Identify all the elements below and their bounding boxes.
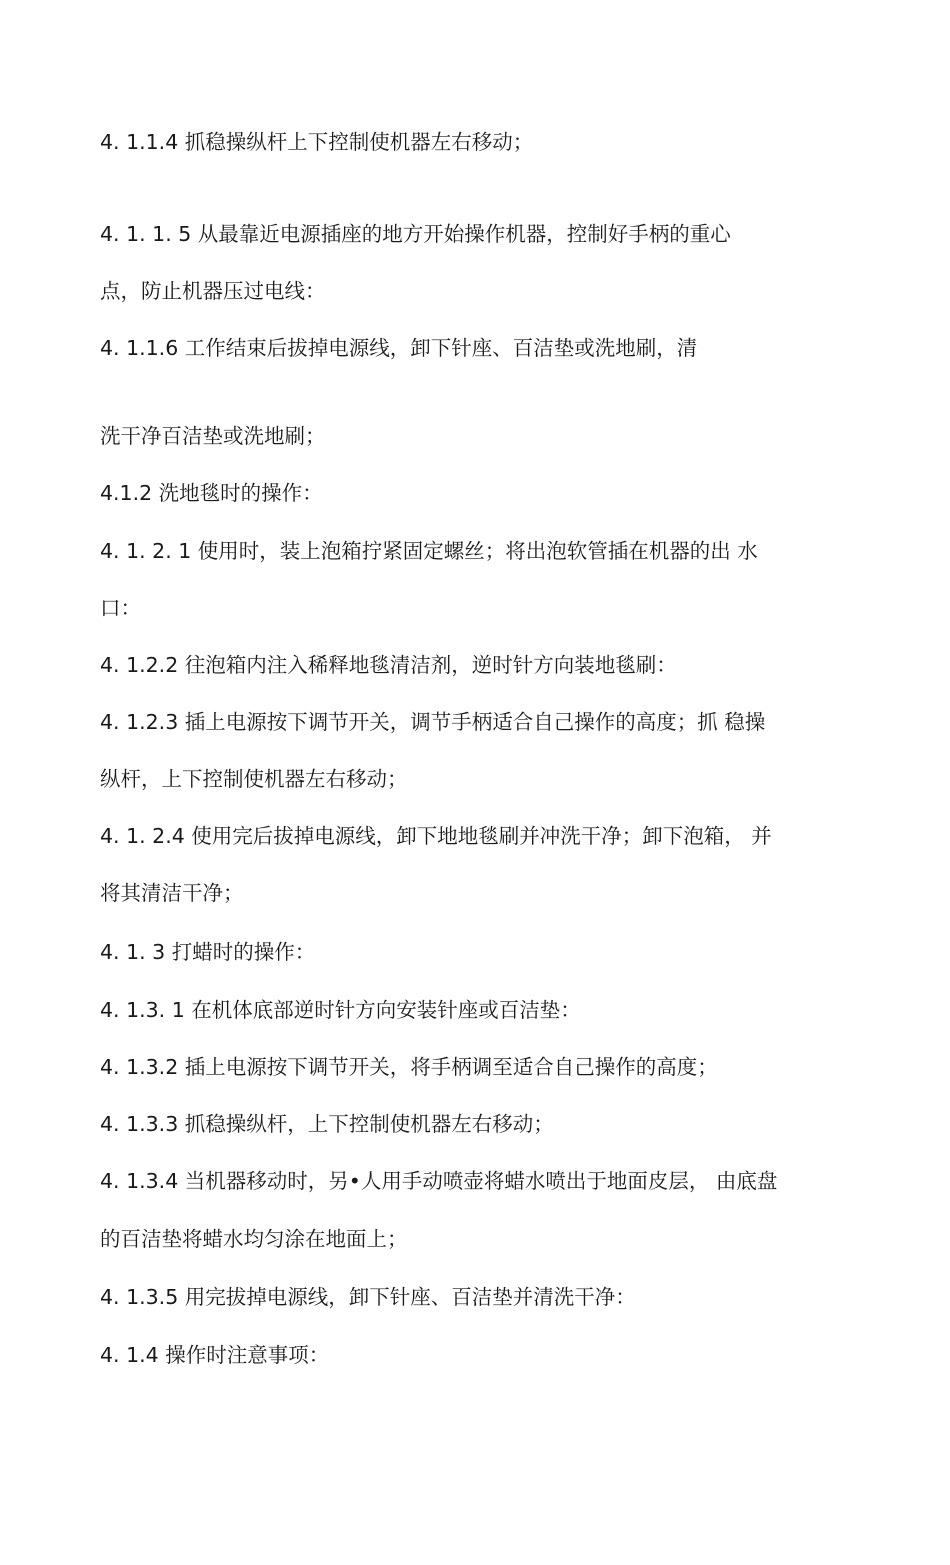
text-line: 4. 1.1.6 工作结束后拔掉电源线，卸下针座、百洁垫或洗地刷，清 <box>100 336 698 360</box>
text-line: 4.1.2 洗地毯时的操作： <box>100 481 323 505</box>
text-line: 口： <box>100 596 141 620</box>
text-line: 4. 1. 2.4 使用完后拔掉电源线，卸下地地毯刷并冲洗干净；卸下泡箱， 并 <box>100 824 772 848</box>
text-line: 4. 1.1.4 抓稳操纵杆上下控制使机器左右移动； <box>100 130 534 154</box>
text-line: 4. 1.3.5 用完拔掉电源线，卸下针座、百洁垫并清洗干净： <box>100 1285 636 1309</box>
text-line: 4. 1. 1. 5 从最靠近电源插座的地方开始操作机器，控制好手柄的重心 <box>100 222 731 246</box>
text-line: 4. 1. 3 打蜡时的操作： <box>100 940 316 964</box>
text-line: 将其清洁干净； <box>100 881 244 905</box>
text-line: 4. 1.3. 1 在机体底部逆时针方向安装针座或百洁垫： <box>100 998 581 1022</box>
text-line: 4. 1.3.4 当机器移动时，另•人用手动喷壶将蜡水喷出于地面皮层， 由底盘 <box>100 1169 778 1193</box>
text-line: 4. 1.3.2 插上电源按下调节开关，将手柄调至适合自己操作的高度； <box>100 1055 718 1079</box>
text-line: 4. 1.4 操作时注意事项： <box>100 1343 330 1367</box>
text-line: 4. 1.2.3 插上电源按下调节开关，调节手柄适合自己操作的高度；抓 稳操 <box>100 710 766 734</box>
text-line: 纵杆，上下控制使机器左右移动； <box>100 767 408 791</box>
text-line: 点，防止机器压过电线： <box>100 279 326 303</box>
text-line: 4. 1. 2. 1 使用时，装上泡箱拧紧固定螺丝；将出泡软管插在机器的出 水 <box>100 539 758 563</box>
text-line: 的百洁垫将蜡水均匀涂在地面上； <box>100 1227 408 1251</box>
text-line: 4. 1.3.3 抓稳操纵杆，上下控制使机器左右移动； <box>100 1112 554 1136</box>
text-line: 4. 1.2.2 往泡箱内注入稀释地毯清洁剂，逆时针方向装地毯刷： <box>100 653 677 677</box>
text-line: 洗干净百洁垫或洗地刷； <box>100 424 326 448</box>
